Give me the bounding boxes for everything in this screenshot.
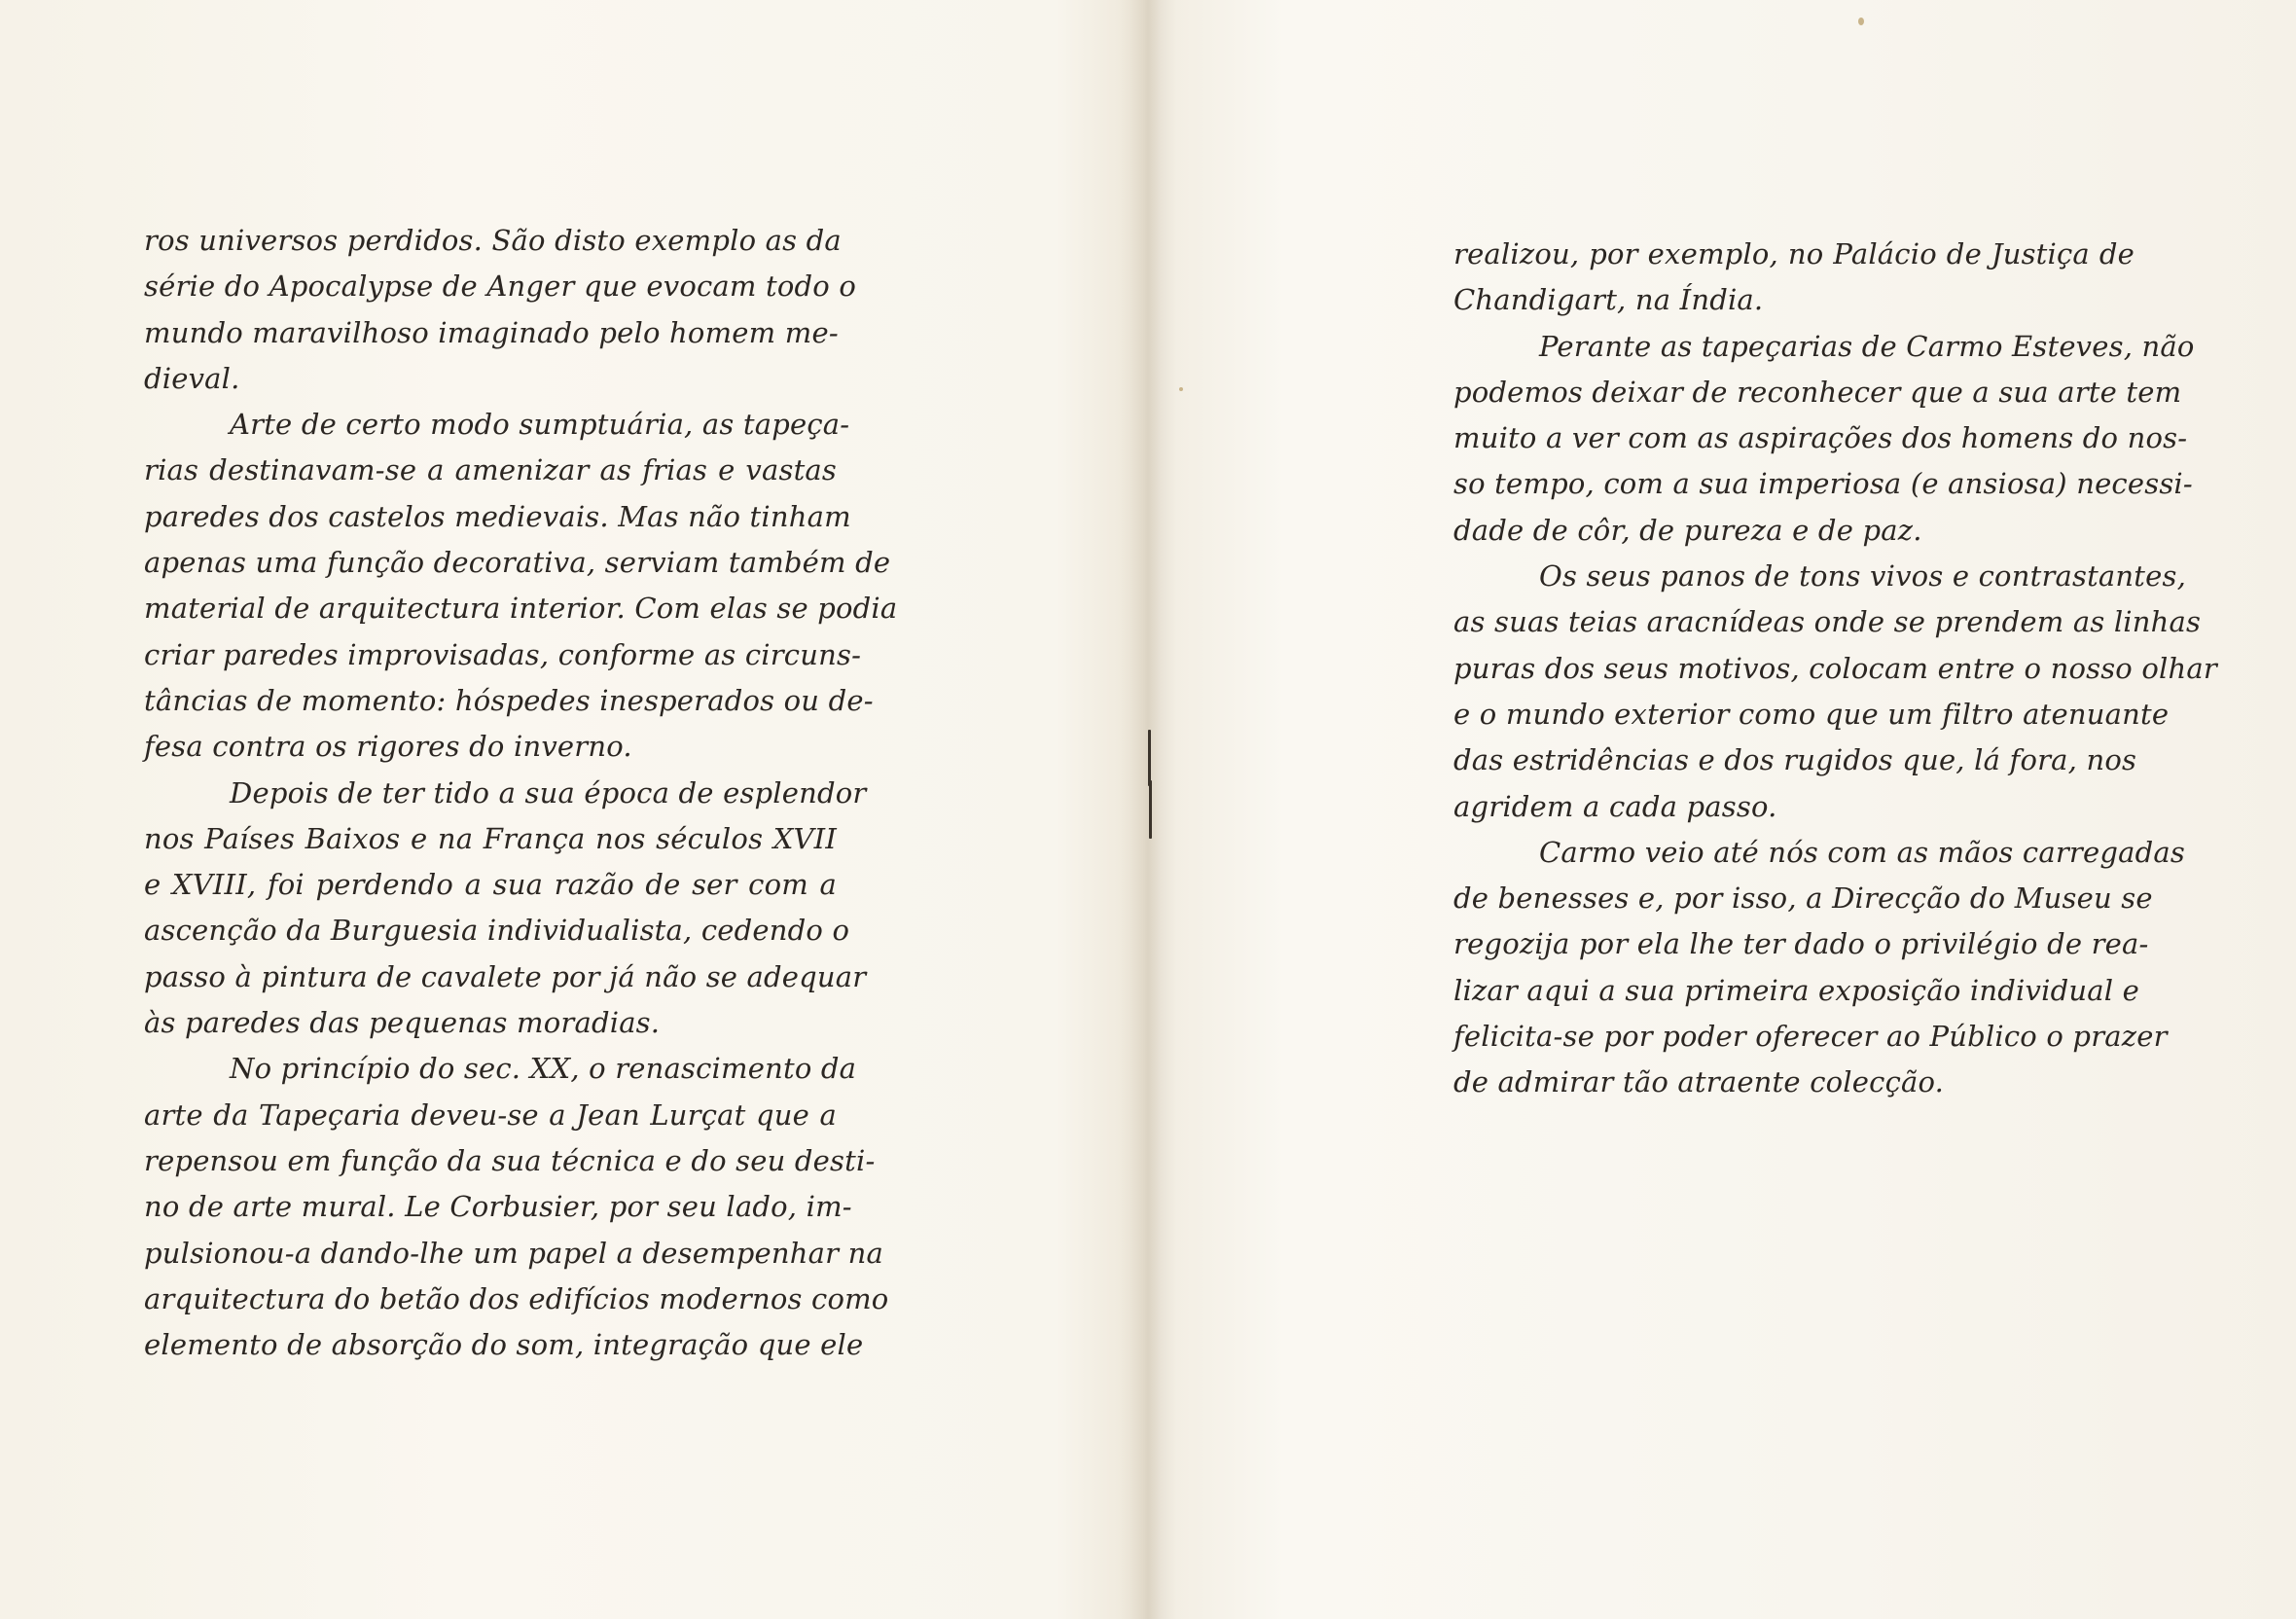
text-line: tâncias de momento: hóspedes inesperados ou de- [144,683,874,717]
left-page-body [144,218,898,1368]
text-line: felicita-se por poder oferecer ao Público o prazer [1453,1020,2168,1054]
right-page [1144,0,2296,1619]
text-line: podemos deixar de reconhecer que a sua arte tem [1453,375,2182,409]
text-line: de benesses e, por isso, a Direcção do Museu se [1453,881,2153,916]
text-line: repensou em função da sua técnica e do seu desti- [144,1143,876,1177]
text-line: paredes dos castelos medievais. Mas não tinham [144,499,851,533]
text-line: nos Países Baixos e na França nos séculos XVII [144,821,837,855]
text-line: no de arte mural. Le Corbusier, por seu lado, im- [144,1190,852,1224]
text-line: ros universos perdidos. São disto exemplo as da [144,224,842,257]
text-line: Chandigart, na Índia. [1453,283,1764,317]
text-line: Arte de certo modo sumptuária, as tapeça- [230,408,850,442]
text-line: série do Apocalypse de Anger que evocam todo o [144,270,857,304]
text-line: agridem a cada passo. [1453,789,1777,823]
text-line: fesa contra os rigores do inverno. [144,730,632,764]
text-line: material de arquitectura interior. Com elas se podia [144,592,898,626]
text-line: de admirar tão atraente colecção. [1453,1065,1945,1099]
text-line: das estridências e dos rugidos que, lá fora, nos [1453,743,2137,777]
text-line: arquitectura do betão dos edifícios modernos como [144,1281,889,1315]
text-line: rias destinavam-se a amenizar as frias e vastas [144,453,837,487]
text-line: criar paredes improvisadas, conforme as circuns- [144,637,862,671]
text-line: Os seus panos de tons vivos e contrastantes, [1539,559,2187,594]
text-line: pulsionou-a dando-lhe um papel a desempenhar na [144,1236,884,1270]
text-line: às paredes das pequenas moradias. [144,1006,661,1040]
text-line: e XVIII, foi perdendo a sua razão de ser com a [144,868,837,902]
left-page [0,0,1144,1619]
text-line: so tempo, com a sua imperiosa (e ansiosa) necessi- [1453,467,2193,501]
text-line: ascenção da Burguesia individualista, cedendo o [144,914,850,948]
text-line: Depois de ter tido a sua época de esplendor [230,775,867,810]
text-line: elemento de absorção do som, integração que ele [144,1328,864,1362]
text-line: dade de côr, de pureza e de paz. [1453,513,1922,547]
text-line: apenas uma função decorativa, serviam também de [144,546,891,580]
text-line: dieval. [144,361,240,395]
text-line: puras dos seus motivos, colocam entre o nosso olhar [1453,651,2217,685]
text-line: Perante as tapeçarias de Carmo Esteves, não [1539,329,2195,363]
text-line: arte da Tapeçaria deveu-se a Jean Lurçat que a [144,1097,837,1132]
text-line: mundo maravilhoso imaginado pelo homem me- [144,315,839,349]
text-line: Carmo veio até nós com as mãos carregadas [1539,835,2185,869]
text-line: No princípio do sec. XX, o renascimento da [230,1052,857,1086]
text-line: muito a ver com as aspirações dos homens do nos- [1453,421,2188,455]
text-line: as suas teias aracnídeas onde se prendem as linhas [1453,605,2202,639]
text-line: e o mundo exterior como que um filtro atenuante [1453,697,2170,731]
text-line: passo à pintura de cavalete por já não se adequar [144,959,867,993]
text-line: realizou, por exemplo, no Palácio de Justiça de [1453,237,2135,270]
right-page-body [1453,232,2217,1106]
text-line: regozija por ela lhe ter dado o privilégio de rea- [1453,927,2149,961]
text-line: lizar aqui a sua primeira exposição individual e [1453,973,2139,1007]
